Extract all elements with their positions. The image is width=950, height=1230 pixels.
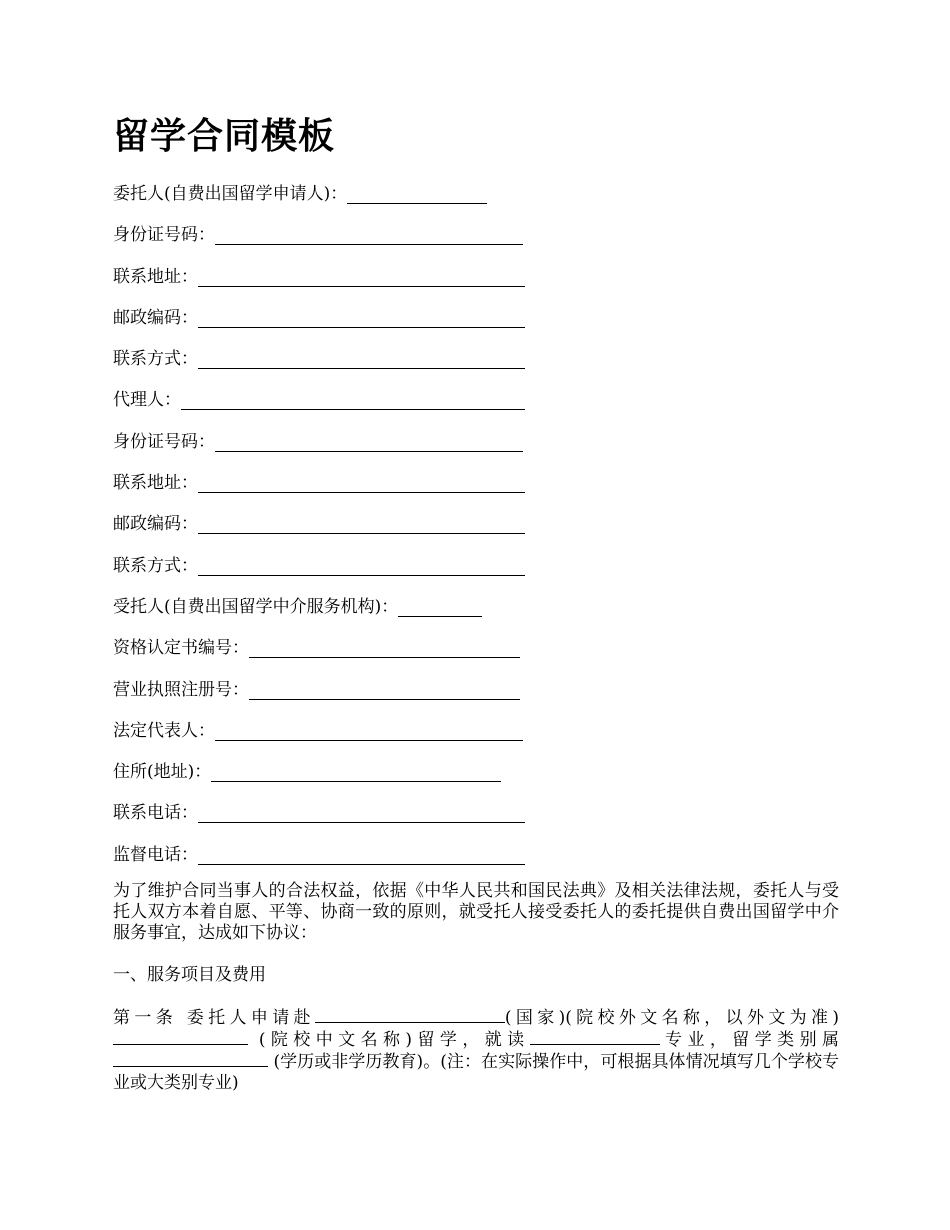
article-1-lead: 第一条 委托人申请赴 bbox=[113, 1008, 315, 1028]
article-1-paragraph bbox=[113, 1007, 839, 1094]
field-label: 联系方式： bbox=[113, 349, 198, 370]
article-1-major: 专业，留学类别属 bbox=[659, 1030, 840, 1050]
field-label: 委托人(自费出国留学申请人)： bbox=[113, 184, 348, 204]
field-label: 联系地址： bbox=[113, 473, 198, 494]
field-blank-line[interactable] bbox=[181, 387, 525, 410]
field-blank-line[interactable] bbox=[215, 222, 523, 245]
field-label: 联系电话： bbox=[113, 803, 198, 824]
form-field-row bbox=[113, 510, 853, 551]
form-field-row bbox=[113, 799, 853, 840]
field-label: 邮政编码： bbox=[113, 514, 198, 535]
form-field-row bbox=[113, 841, 853, 882]
field-label: 邮政编码： bbox=[113, 307, 198, 328]
form-field-row bbox=[113, 345, 853, 386]
page-title: 留学合同模板 bbox=[113, 115, 336, 157]
field-blank-line[interactable] bbox=[211, 759, 501, 782]
form-field-row bbox=[113, 634, 853, 675]
field-label: 法定代表人： bbox=[113, 720, 215, 741]
article-1-school-cn: (院校中文名称)留学，就读 bbox=[248, 1030, 530, 1050]
form-field-row bbox=[113, 263, 853, 304]
form-field-row bbox=[113, 717, 853, 758]
field-blank-line[interactable] bbox=[249, 635, 520, 658]
field-blank-line[interactable] bbox=[198, 800, 525, 823]
intro-paragraph: 为了维护合同当事人的合法权益，依据《中华人民共和国民法典》及相关法律法规，委托人与受托人双方本着自愿、平等、协商一致的原则，就受托人接受委托人的委托提供自费出国留学中介服务事宜，达成如下协议： bbox=[113, 881, 839, 943]
form-field-row bbox=[113, 758, 853, 799]
field-label: 住所(地址)： bbox=[113, 762, 212, 783]
field-blank-line[interactable] bbox=[398, 594, 482, 617]
field-blank-line[interactable] bbox=[249, 677, 520, 700]
form-field-row bbox=[113, 180, 853, 221]
form-field-row bbox=[113, 386, 853, 427]
form-field-row bbox=[113, 304, 853, 345]
field-blank-line[interactable] bbox=[198, 553, 525, 576]
form-field-row bbox=[113, 428, 853, 469]
form-field-row bbox=[113, 469, 853, 510]
field-blank-line[interactable] bbox=[198, 511, 525, 534]
field-label: 身份证号码： bbox=[113, 431, 215, 452]
form-field-row bbox=[113, 221, 853, 262]
form-field-row bbox=[113, 676, 853, 717]
article-1-country: (国家)(院校外文名称，以外文为准) bbox=[504, 1008, 839, 1028]
field-blank-line[interactable] bbox=[198, 470, 525, 493]
blank-study-type[interactable] bbox=[113, 1051, 268, 1067]
field-label: 营业执照注册号： bbox=[113, 679, 249, 700]
field-blank-line[interactable] bbox=[198, 305, 525, 328]
field-label: 联系方式： bbox=[113, 555, 198, 576]
field-label: 代理人： bbox=[113, 390, 181, 411]
blank-school-foreign-name[interactable] bbox=[113, 1029, 248, 1045]
field-label: 受托人(自费出国留学中介服务机构)： bbox=[113, 596, 399, 617]
field-blank-line[interactable] bbox=[215, 718, 523, 741]
field-label: 资格认定书编号： bbox=[113, 638, 249, 659]
field-blank-line[interactable] bbox=[198, 842, 525, 865]
field-label: 联系地址： bbox=[113, 266, 198, 287]
field-blank-line[interactable] bbox=[347, 181, 487, 204]
field-blank-line[interactable] bbox=[215, 429, 523, 452]
field-label: 监督电话： bbox=[113, 844, 198, 865]
section-heading-services: 一、服务项目及费用 bbox=[113, 965, 266, 985]
party-info-fields bbox=[113, 180, 853, 882]
form-field-row bbox=[113, 552, 853, 593]
field-label: 身份证号码： bbox=[113, 225, 215, 246]
blank-major[interactable] bbox=[530, 1029, 660, 1045]
field-blank-line[interactable] bbox=[198, 264, 525, 287]
field-blank-line[interactable] bbox=[198, 346, 525, 369]
article-1-type: (学历或非学历教育)。(注：在实际操作中，可根据具体情况填写几个学校专业或大类别专业) bbox=[113, 1052, 839, 1093]
blank-country[interactable] bbox=[315, 1007, 505, 1023]
form-field-row bbox=[113, 593, 853, 634]
